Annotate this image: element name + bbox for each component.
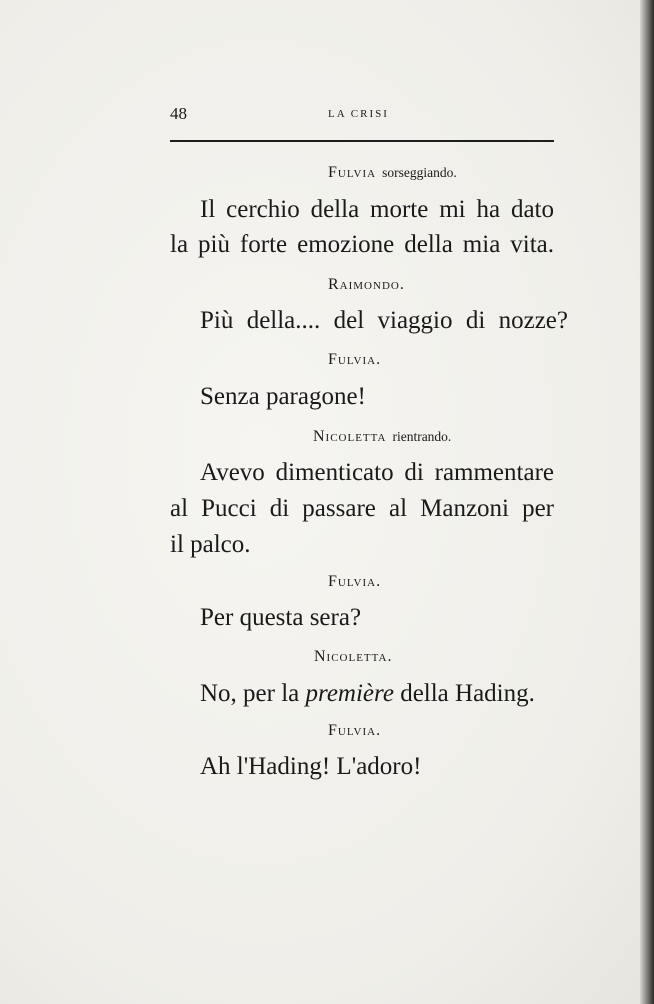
speaker-heading: [328, 573, 381, 591]
stage-direction: sorseggiando.: [382, 165, 457, 180]
dialogue-line: Il cerchio della morte mi ha dato: [200, 196, 554, 223]
speaker-heading: [328, 351, 381, 369]
dialogue-fragment: No, per la: [200, 680, 300, 707]
dialogue-line: Ah l'Hading! L'adoro!: [200, 753, 422, 780]
running-title: LA CRISI: [328, 108, 389, 120]
page-edge-shadow: [640, 0, 654, 1004]
dialogue-line: Avevo dimenticato di rammentare: [200, 459, 554, 486]
dialogue-line: [200, 680, 535, 708]
page-number: 48: [170, 104, 187, 123]
speaker-name: Nicoletta.: [314, 648, 393, 665]
dialogue-italic-fragment: première: [305, 680, 394, 707]
dialogue-line: Per questa sera?: [200, 604, 362, 631]
speaker-heading: [328, 722, 381, 740]
speaker-heading: [314, 648, 392, 666]
speaker-heading: [328, 164, 457, 182]
speaker-name: Fulvia.: [328, 573, 382, 590]
page-header: [170, 104, 554, 130]
stage-direction: rientrando.: [392, 429, 452, 444]
header-rule: [170, 140, 554, 142]
speaker-name: Fulvia.: [328, 351, 382, 368]
speaker-name: Raimondo.: [328, 276, 405, 293]
speaker-name: Fulvia.: [328, 722, 382, 739]
speaker-heading: [328, 276, 405, 294]
speaker-name: Nicoletta: [313, 428, 387, 445]
dialogue-line: Senza paragone!: [200, 383, 366, 410]
speaker-name: Fulvia: [328, 164, 377, 181]
dialogue-line: il palco.: [170, 531, 251, 558]
dialogue-line: al Pucci di passare al Manzoni per: [170, 495, 554, 522]
speaker-heading: [313, 428, 451, 446]
dialogue-line: Più della.... del viaggio di nozze?: [200, 307, 568, 334]
dialogue-line: la più forte emozione della mia vita.: [170, 231, 554, 258]
dialogue-fragment: della Hading.: [400, 680, 535, 707]
